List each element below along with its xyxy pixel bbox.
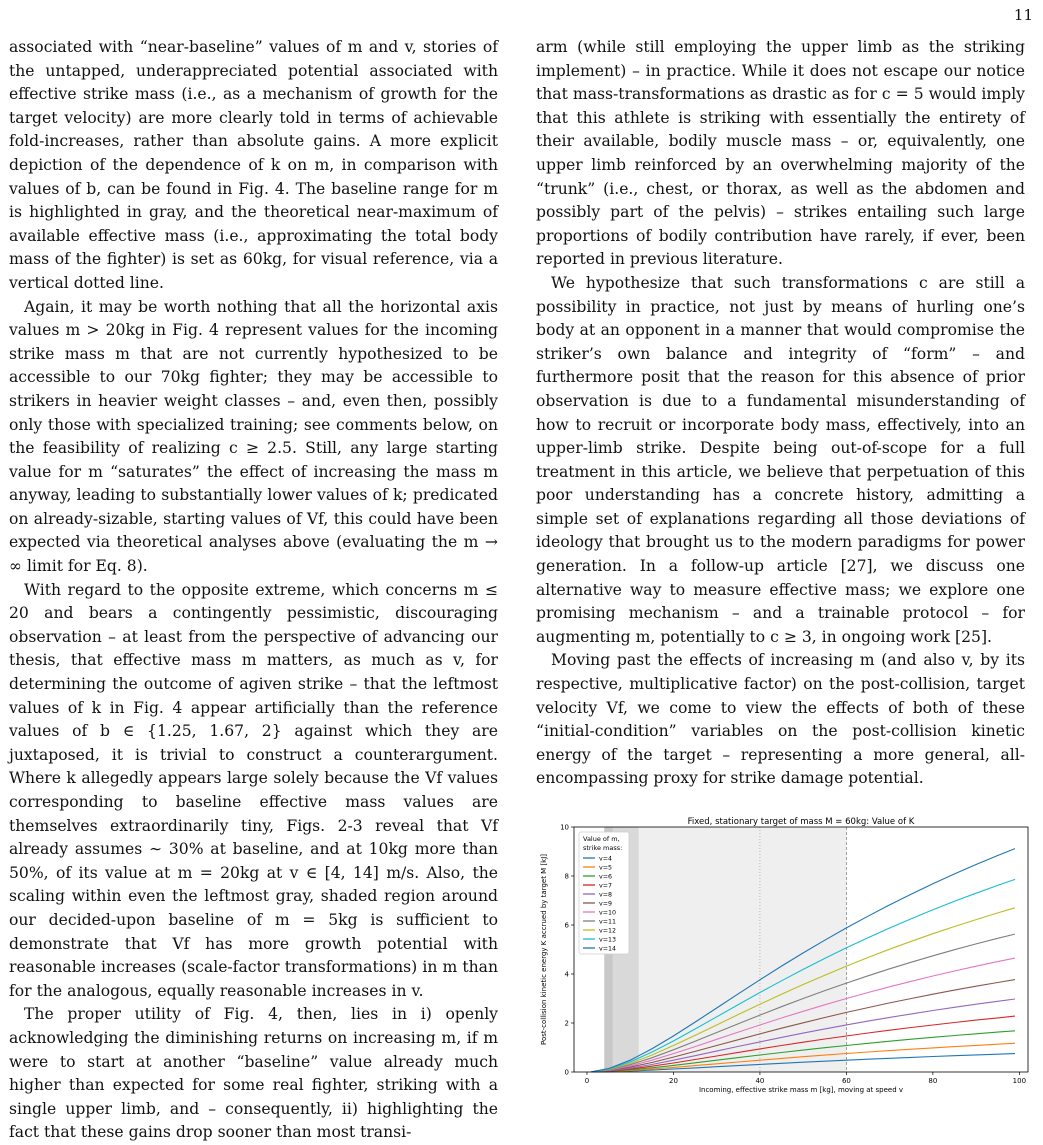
x-tick-label: 60 (841, 1077, 851, 1085)
y-tick-label: 10 (560, 823, 569, 832)
legend-title: strike mass: (583, 844, 623, 852)
chart-svg (536, 815, 1036, 1100)
paragraph: We hypothesize that such transformations c are still a possibility in practice, not just by means of hurling one’s body at an opponent in a manner that would compromise the striker’s own balance and integrity of “form” – and furthermore posit that the reason for this absence of prior observation is due to a fundamental misunderstanding of how to recruit or incorporate body mass, effectively, into an upper-limb strike. Despite being out-of-scope for a full treatment in this article, we believe that perpetuation of this poor understanding has a concrete history, admitting a simple set of explanations regarding all those deviations of ideology that brought us to the modern paradigms for power generation. In a follow-up article [27], we discuss one alternative way to measure effective mass; we explore one promising mechanism – and a trainable protocol – for augmenting m, potentially to c ≥ 3, in ongoing work [25]. (536, 273, 1025, 646)
y-tick-label: 6 (564, 921, 569, 930)
page-number: 11 (1013, 6, 1033, 24)
legend-entry: v=11 (599, 918, 617, 926)
right-column (536, 36, 1025, 791)
y-tick-label: 8 (564, 872, 569, 881)
legend-entry: v=13 (599, 936, 617, 944)
paragraph: associated with “near-baseline” values of m and v, stories of the untapped, underappreciated potential associated with effective strike mass (i.e., as a mechanism of growth for the target velocity) are more clearly told in terms of achievable fold-increases, rather than absolute gains. A more explicit depiction of the dependence of k on m, in comparison with values of b, can be found in Fig. 4. The baseline range for m is highlighted in gray, and the theoretical near-maximum of available effective mass (i.e., approximating the total body mass of the fighter) is set as 60kg, for visual reference, via a vertical dotted line. (9, 38, 498, 292)
y-axis-label: Post-collision kinetic energy K accrued by target M [kJ] (540, 853, 548, 1046)
legend-entry: v=12 (599, 927, 617, 935)
x-axis-label: Incoming, effective strike mass m [kg], moving at speed v (698, 1086, 904, 1094)
y-tick-label: 2 (564, 1019, 569, 1028)
paragraph: The proper utility of Fig. 4, then, lies in i) openly acknowledging the diminishing returns on increasing m, if m were to start at another “baseline” value already much higher than expected for some real fighter, striking with a single upper limb, and – consequently, ii) highlighting the fact that these gains drop sooner than most transi- (9, 1005, 498, 1142)
x-tick-label: 40 (755, 1077, 765, 1085)
y-tick-label: 0 (564, 1068, 569, 1077)
legend-entry: v=7 (599, 882, 613, 890)
legend-entry: v=5 (599, 864, 613, 872)
paragraph: With regard to the opposite extreme, which concerns m ≤ 20 and bears a contingently pessimistic, discouraging observation – at least from the perspective of advancing our thesis, that effective mass m matters, as much as v, for determining the outcome of agiven strike – that the leftmost values of k in Fig. 4 appear artificially than the reference values of b ∈ {1.25, 1.67, 2} against which they are juxtaposed, it is trivial to construct a counterargument. Where k allegedly appears large solely because the Vf values corresponding to baseline effective mass values are themselves extraordinarily tiny, Figs. 2-3 reveal that Vf already assumes ∼ 30% at baseline, and at 10kg more than 50%, of its value at m = 20kg at v ∈ [4, 14] m/s. Also, the scaling within even the leftmost gray, shaded region around our decided-upon baseline of m = 5kg is sufficient to demonstrate that Vf has more growth potential with reasonable increases (scale-factor transformations) in m than for the analogous, equally reasonable increases in v. (9, 580, 498, 1000)
legend-entry: v=10 (599, 909, 617, 917)
chart-title: Fixed, stationary target of mass M = 60kg: Value of K (687, 817, 915, 827)
legend-entry: v=6 (599, 873, 613, 881)
paragraph: Again, it may be worth nothing that all the horizontal axis values m > 20kg in Fig. 4 represent values for the incoming strike mass m that are not currently hypothesized to be accessible to our 70kg fighter; they may be accessible to strikers in heavier weight classes – and, even then, possibly only those with specialized training; see comments below, on the feasibility of realizing c ≥ 2.5. Still, any large starting value for m “saturates” the effect of increasing the mass m anyway, leading to substantially lower values of k; predicated on already-sizable, starting values of Vf, this could have been expected via theoretical analyses above (evaluating the m → ∞ limit for Eq. 8). (9, 297, 498, 576)
paragraph: Moving past the effects of increasing m (and also v, by its respective, multiplicative factor) on the post-collision, target velocity Vf, we come to view the effects of both of these “initial-condition” variables on the post-collision kinetic energy of the target – representing a more general, all-encompassing proxy for strike damage potential. (536, 651, 1025, 788)
x-tick-label: 100 (1012, 1077, 1027, 1085)
figure-4-chart (536, 815, 1036, 1100)
baseline-shaded-region (639, 827, 847, 1072)
legend-title: Value of m, (583, 835, 620, 843)
legend-entry: v=8 (599, 891, 613, 899)
x-tick-label: 80 (928, 1077, 938, 1085)
paragraph: arm (while still employing the upper limb as the striking implement) – in practice. While it does not escape our notice that mass-transformations as drastic as for c = 5 would imply that this athlete is striking with essentially the entirety of their available, bodily muscle mass – or, equivalently, one upper limb reinforced by an overwhelming majority of the “trunk” (i.e., chest, or thorax, as well as the abdomen and possibly part of the pelvis) – strikes entailing such large proportions of bodily contribution have rarely, if ever, been reported in previous literature. (536, 38, 1025, 269)
legend (579, 832, 629, 954)
left-column (9, 36, 498, 1145)
y-tick-label: 4 (564, 970, 569, 979)
legend-entry: v=14 (599, 945, 617, 953)
legend-entry: v=9 (599, 900, 613, 908)
legend-entry: v=4 (599, 855, 613, 863)
x-tick-label: 0 (584, 1077, 590, 1085)
x-tick-label: 20 (668, 1077, 678, 1085)
